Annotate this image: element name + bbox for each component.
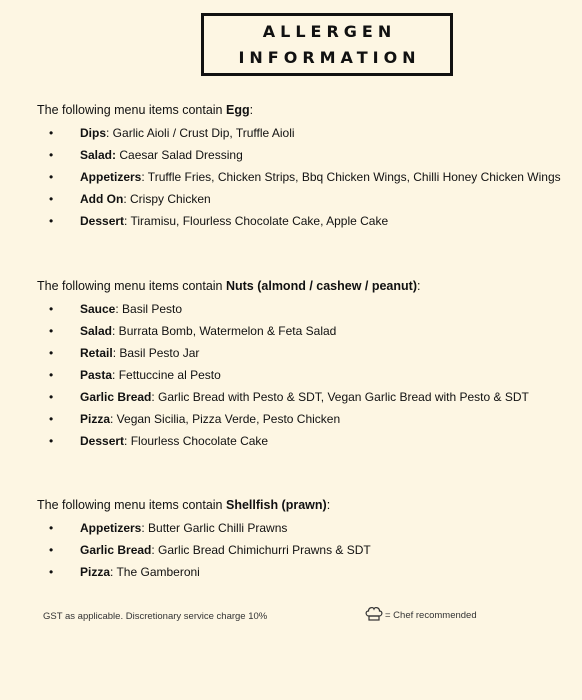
bullet: • bbox=[49, 192, 54, 206]
allergen-section-egg bbox=[37, 102, 567, 232]
page-title-box bbox=[201, 13, 453, 76]
item-category: Dips bbox=[80, 126, 107, 140]
item-category: Pizza bbox=[80, 412, 111, 426]
item-text: : Garlic Bread Chimichurri Prawns & SDT bbox=[151, 543, 371, 557]
list-item bbox=[37, 386, 567, 408]
allergen-section-shellfish bbox=[37, 497, 567, 583]
bullet: • bbox=[49, 390, 54, 404]
item-text: : Flourless Chocolate Cake bbox=[124, 434, 269, 448]
item-category: Sauce bbox=[80, 302, 116, 316]
chef-hat-icon bbox=[364, 605, 384, 622]
item-list bbox=[37, 517, 567, 583]
bullet: • bbox=[49, 214, 54, 228]
allergen-name: Shellfish (prawn) bbox=[225, 498, 327, 512]
list-item bbox=[37, 430, 567, 452]
intro-suffix: : bbox=[326, 498, 331, 512]
bullet: • bbox=[49, 170, 54, 184]
list-item bbox=[37, 144, 567, 166]
list-item bbox=[37, 298, 567, 320]
item-category: Appetizers bbox=[80, 170, 142, 184]
item-text: : The Gamberoni bbox=[110, 565, 200, 579]
bullet: • bbox=[49, 521, 54, 535]
item-category: Garlic Bread bbox=[80, 543, 152, 557]
page-title-line-2: INFORMATION bbox=[238, 47, 421, 67]
item-text: : Truffle Fries, Chicken Strips, Bbq Chicken Wings, Chilli Honey Chicken Wings bbox=[141, 170, 561, 184]
bullet: • bbox=[49, 412, 54, 426]
item-text: : Butter Garlic Chilli Prawns bbox=[141, 521, 288, 535]
item-text: : Basil Pesto bbox=[115, 302, 183, 316]
item-text: Caesar Salad Dressing bbox=[116, 148, 243, 162]
item-text: : Fettuccine al Pesto bbox=[112, 368, 221, 382]
section-intro bbox=[37, 102, 567, 118]
item-text: : Basil Pesto Jar bbox=[112, 346, 200, 360]
bullet: • bbox=[49, 346, 54, 360]
list-item bbox=[37, 342, 567, 364]
list-item bbox=[37, 320, 567, 342]
list-item bbox=[37, 539, 567, 561]
item-category: Dessert bbox=[80, 434, 125, 448]
service-charge-note: GST as applicable. Discretionary service charge 10% bbox=[43, 611, 268, 622]
intro-prefix: The following menu items contain bbox=[37, 498, 226, 512]
item-list bbox=[37, 298, 567, 452]
list-item bbox=[37, 188, 567, 210]
allergen-name: Nuts (almond / cashew / peanut) bbox=[225, 279, 417, 293]
legend-label: = Chef recommended bbox=[385, 610, 477, 621]
intro-suffix: : bbox=[416, 279, 421, 293]
item-category: Pizza bbox=[80, 565, 111, 579]
item-category: Salad bbox=[80, 324, 113, 338]
bullet: • bbox=[49, 434, 54, 448]
list-item bbox=[37, 364, 567, 386]
item-text: : Vegan Sicilia, Pizza Verde, Pesto Chicken bbox=[110, 412, 341, 426]
item-text: : Tiramisu, Flourless Chocolate Cake, Apple Cake bbox=[124, 214, 389, 228]
item-list bbox=[37, 122, 567, 232]
item-category: Retail bbox=[80, 346, 113, 360]
intro-suffix: : bbox=[249, 103, 254, 117]
bullet: • bbox=[49, 126, 54, 140]
item-category: Salad: bbox=[80, 148, 117, 162]
allergen-section-nuts bbox=[37, 278, 567, 452]
list-item bbox=[37, 166, 567, 188]
item-category: Dessert bbox=[80, 214, 125, 228]
list-item bbox=[37, 408, 567, 430]
item-text: : Garlic Aioli / Crust Dip, Truffle Aioli bbox=[106, 126, 295, 140]
item-category: Appetizers bbox=[80, 521, 142, 535]
item-category: Garlic Bread bbox=[80, 390, 152, 404]
section-intro bbox=[37, 497, 567, 513]
item-category: Pasta bbox=[80, 368, 113, 382]
section-intro bbox=[37, 278, 567, 294]
bullet: • bbox=[49, 302, 54, 316]
bullet: • bbox=[49, 543, 54, 557]
list-item bbox=[37, 517, 567, 539]
list-item bbox=[37, 122, 567, 144]
list-item bbox=[37, 561, 567, 583]
intro-prefix: The following menu items contain bbox=[37, 279, 226, 293]
item-text: : Garlic Bread with Pesto & SDT, Vegan Garlic Bread with Pesto & SDT bbox=[151, 390, 529, 404]
list-item bbox=[37, 210, 567, 232]
allergen-name: Egg bbox=[225, 103, 250, 117]
chef-recommended-legend bbox=[364, 605, 477, 622]
bullet: • bbox=[49, 565, 54, 579]
intro-prefix: The following menu items contain bbox=[37, 103, 226, 117]
bullet: • bbox=[49, 324, 54, 338]
item-text: : Burrata Bomb, Watermelon & Feta Salad bbox=[112, 324, 337, 338]
item-text: : Crispy Chicken bbox=[123, 192, 211, 206]
bullet: • bbox=[49, 368, 54, 382]
item-category: Add On bbox=[80, 192, 124, 206]
page-title-line-1: ALLERGEN bbox=[262, 21, 397, 41]
bullet: • bbox=[49, 148, 54, 162]
